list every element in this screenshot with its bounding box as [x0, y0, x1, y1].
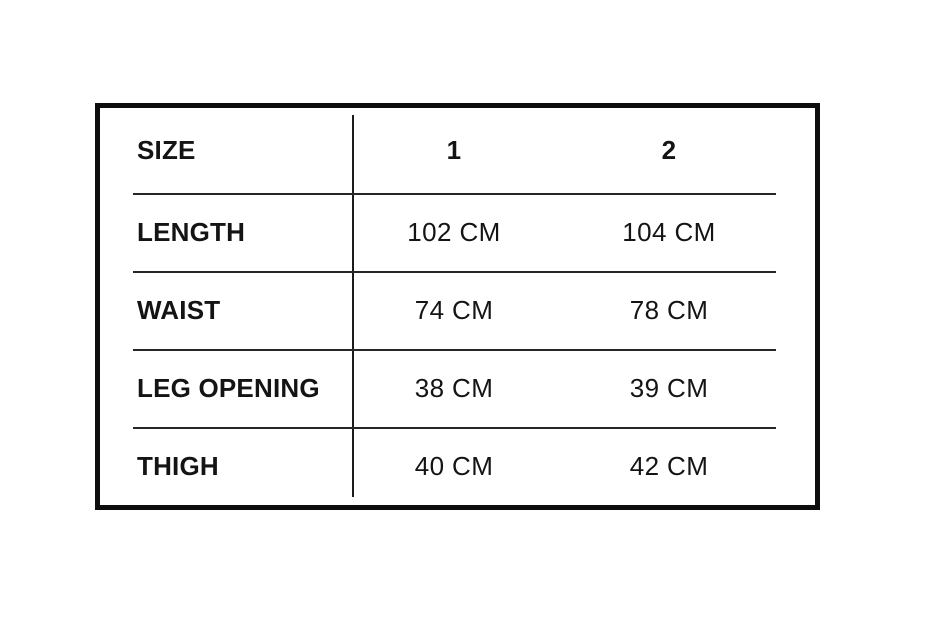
row-separator-line: [133, 193, 776, 195]
row-separator-line: [133, 349, 776, 351]
column-header-size: SIZE: [137, 135, 196, 165]
row-separator-line: [133, 271, 776, 273]
row-label-leg-opening: LEG OPENING: [137, 372, 320, 403]
length-size1-value: 102 CM: [407, 216, 501, 247]
column-header-size-1: 1: [446, 135, 462, 165]
row-separator-line: [133, 427, 776, 429]
row-label-thigh: THIGH: [137, 450, 219, 481]
table-row-thigh: [100, 427, 815, 505]
thigh-size1-value: 40 CM: [414, 450, 494, 481]
table-header-row: [100, 108, 815, 193]
waist-size1-value: 74 CM: [414, 294, 494, 325]
row-label-length: LENGTH: [137, 216, 246, 247]
leg-opening-size2-value: 39 CM: [629, 372, 709, 403]
waist-size2-value: 78 CM: [629, 294, 709, 325]
column-header-size-2: 2: [661, 135, 677, 165]
size-chart-grid: [100, 108, 815, 505]
leg-opening-size1-value: 38 CM: [414, 372, 494, 403]
size-chart-table: [95, 103, 820, 510]
table-row-length: [100, 193, 815, 271]
length-size2-value: 104 CM: [622, 216, 716, 247]
column-divider-line: [352, 115, 354, 497]
table-row-waist: [100, 271, 815, 349]
row-label-waist: WAIST: [137, 294, 221, 325]
thigh-size2-value: 42 CM: [629, 450, 709, 481]
table-row-leg-opening: [100, 349, 815, 427]
